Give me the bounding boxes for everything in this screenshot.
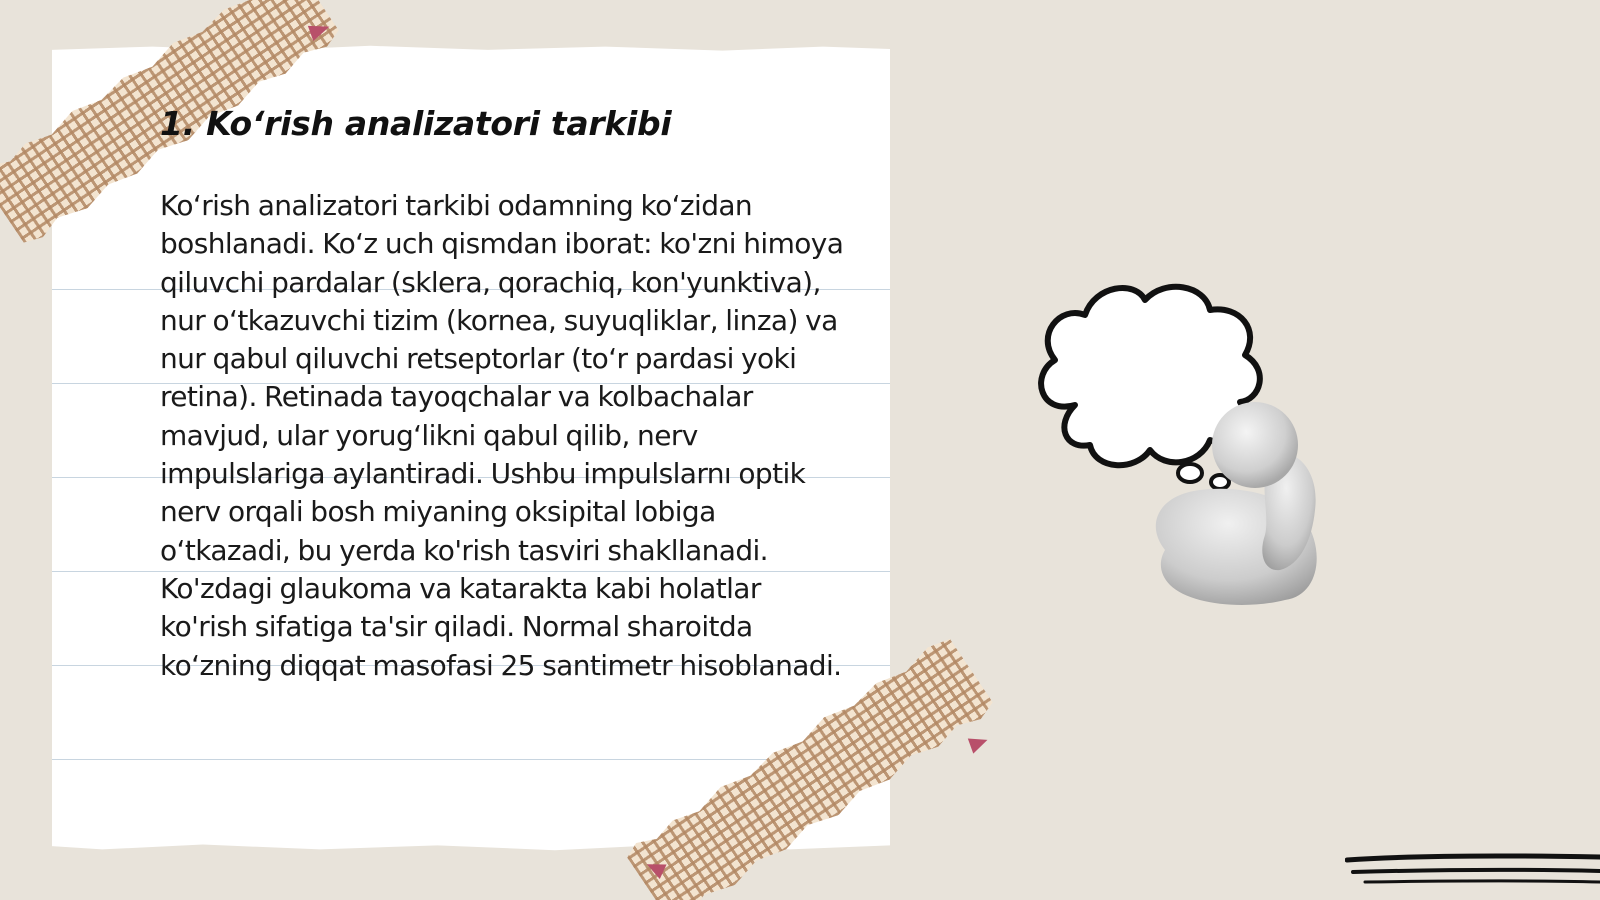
decorative-lines	[1345, 848, 1600, 888]
slide-body-text: Ko‘rish analizatori tarkibi odamning ko‘zidan boshlanadi. Ko‘z uch qismdan iborat: ko'zni himoya qiluvchi pardalar (sklera, qorachiq, kon'yunktiva), nur o‘tkazuvchi tizim (kornea, suyuqliklar, linza) va nur qabul qiluvchi retseptorlar (to‘r pardasi yoki retina). Retinada tayoqchalar va kolbachalar mavjud, ular yorug‘likni qabul qilib, nerv impulslariga aylantiradi. Ushbu impulslarnı optik nerv orqali bosh miyaning oksipital lobiga o‘tkazadi, bu yerda ko'rish tasviri shakllanadi. Ko'zdagi glaukoma va katarakta kabi holatlar ko'rish sifatiga ta'sir qiladi. Normal sharoitda ko‘zning diqqat masofasi 25 santimetr hisoblanadi.	[160, 189, 844, 682]
thinking-person-icon	[1030, 280, 1350, 620]
slide-title: 1. Ko‘rish analizatori tarkibi	[160, 104, 672, 143]
rule-line	[52, 759, 890, 760]
tape-pin-marker	[968, 732, 990, 753]
